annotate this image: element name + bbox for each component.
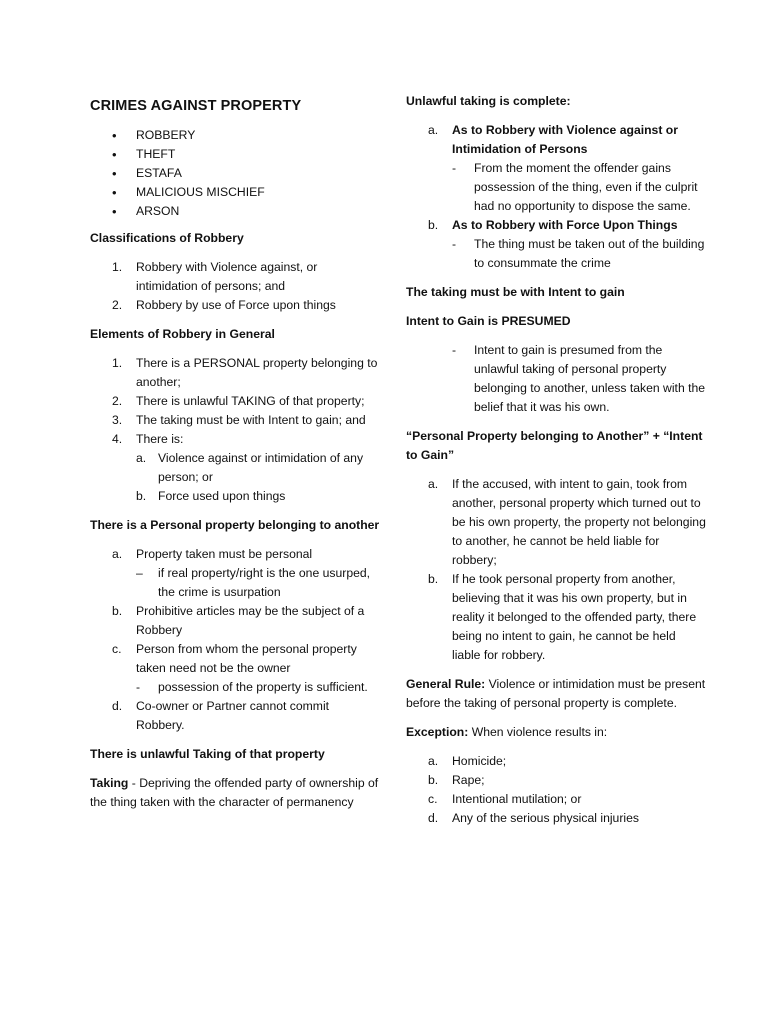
list-item: a. If the accused, with intent to gain, took from another, personal property which turned out to be his own property, the property not belonging to another, he cannot be held liable for robbery; <box>428 477 706 567</box>
list-item: a. As to Robbery with Violence against or Intimidation of Persons - From the moment the offender gains possession of the thing, even if the culprit had no opportunity to dispose the same. <box>406 121 706 216</box>
list-item: a. Property taken must be personal – if real property/right is the one usurped, the crime is usurpation <box>90 545 380 602</box>
intent-heading: The taking must be with Intent to gain <box>406 285 625 299</box>
bullet-icon: • <box>112 128 117 143</box>
list-item: 3. The taking must be with Intent to gain; and <box>112 413 366 427</box>
exception-label: Exception: <box>406 725 469 739</box>
list-item: b. As to Robbery with Force Upon Things - The thing must be taken out of the building to consummate the crime <box>406 216 706 273</box>
note-item: – if real property/right is the one usurped, the crime is usurpation <box>136 566 371 599</box>
list-item: • ARSON <box>112 204 180 219</box>
elements-list <box>90 354 380 506</box>
note-item: - From the moment the offender gains possession of the thing, even if the culprit had no opportunity to dispose the same. <box>452 161 698 213</box>
list-item: • THEFT <box>112 147 176 162</box>
presumed-heading: Intent to Gain is PRESUMED <box>406 314 571 328</box>
exception: Exception: When violence results in: <box>406 725 608 739</box>
list-item: • MALICIOUS MISCHIEF <box>112 185 265 200</box>
list-item: 1. Robbery with Violence against, or intimidation of persons; and <box>112 260 318 293</box>
bullet-icon: • <box>112 147 117 162</box>
sub-list-item: b. Force used upon things <box>136 489 286 503</box>
right-column <box>406 92 706 838</box>
list-item: 2. Robbery by use of Force upon things <box>112 298 336 312</box>
bullet-icon: • <box>112 204 117 219</box>
list-item: b. Prohibitive articles may be the subject of a Robbery <box>112 604 365 637</box>
general-rule-label: General Rule: <box>406 677 486 691</box>
complete-heading: Unlawful taking is complete: <box>406 94 571 108</box>
list-item: 1. There is a PERSONAL property belonging to another; <box>112 356 378 389</box>
note-item: - possession of the property is sufficient. <box>136 680 368 694</box>
personal-property-heading: There is a Personal property belonging to another <box>90 518 380 532</box>
general-rule: General Rule: Violence or intimidation must be present before the taking of personal property is complete. <box>406 677 706 710</box>
page-title: CRIMES AGAINST PROPERTY <box>90 98 302 114</box>
list-item: • ROBBERY <box>112 128 196 143</box>
crimes-list <box>112 126 380 221</box>
list-item: a. Homicide; <box>428 754 507 768</box>
combo-heading: “Personal Property belonging to Another” + “Intent to Gain” <box>406 429 703 462</box>
list-item: d. Co-owner or Partner cannot commit Robbery. <box>112 699 330 732</box>
classifications-heading: Classifications of Robbery <box>90 231 244 245</box>
list-item: d. Any of the serious physical injuries <box>428 811 639 825</box>
classifications-list <box>90 258 380 315</box>
personal-property-list <box>90 545 380 735</box>
list-item: c. Intentional mutilation; or <box>428 792 582 806</box>
elements-heading: Elements of Robbery in General <box>90 327 275 341</box>
list-item: c. Person from whom the personal property taken need not be the owner - possession of the property is sufficient. <box>90 640 380 697</box>
combo-list <box>406 475 706 665</box>
left-column <box>90 90 380 822</box>
exception-list <box>406 752 706 828</box>
taking-heading: There is unlawful Taking of that property <box>90 747 325 761</box>
taking-term: Taking <box>90 776 129 790</box>
sub-list-item: a. Violence against or intimidation of any person; or <box>136 451 364 484</box>
complete-list <box>406 121 706 273</box>
bullet-icon: • <box>112 166 117 181</box>
list-item: b. Rape; <box>428 773 485 787</box>
presumed-note: - Intent to gain is presumed from the unlawful taking of personal property belonging to another, unless taken with the belief that it was his own. <box>452 343 706 414</box>
list-item: b. If he took personal property from another, believing that it was his own property, but in reality it belonged to the offended party, there being no intent to gain, he cannot be held liable for robbery. <box>428 572 697 662</box>
list-item: • ESTAFA <box>112 166 182 181</box>
note-item: - The thing must be taken out of the building to consummate the crime <box>452 237 705 270</box>
list-item: 4. There is: a. Violence against or intimidation of any person; or b. Force used upon things <box>90 430 380 506</box>
taking-definition: Taking - Depriving the offended party of ownership of the thing taken with the character of permanency <box>90 776 379 809</box>
list-item: 2. There is unlawful TAKING of that property; <box>112 394 365 408</box>
bullet-icon: • <box>112 185 117 200</box>
